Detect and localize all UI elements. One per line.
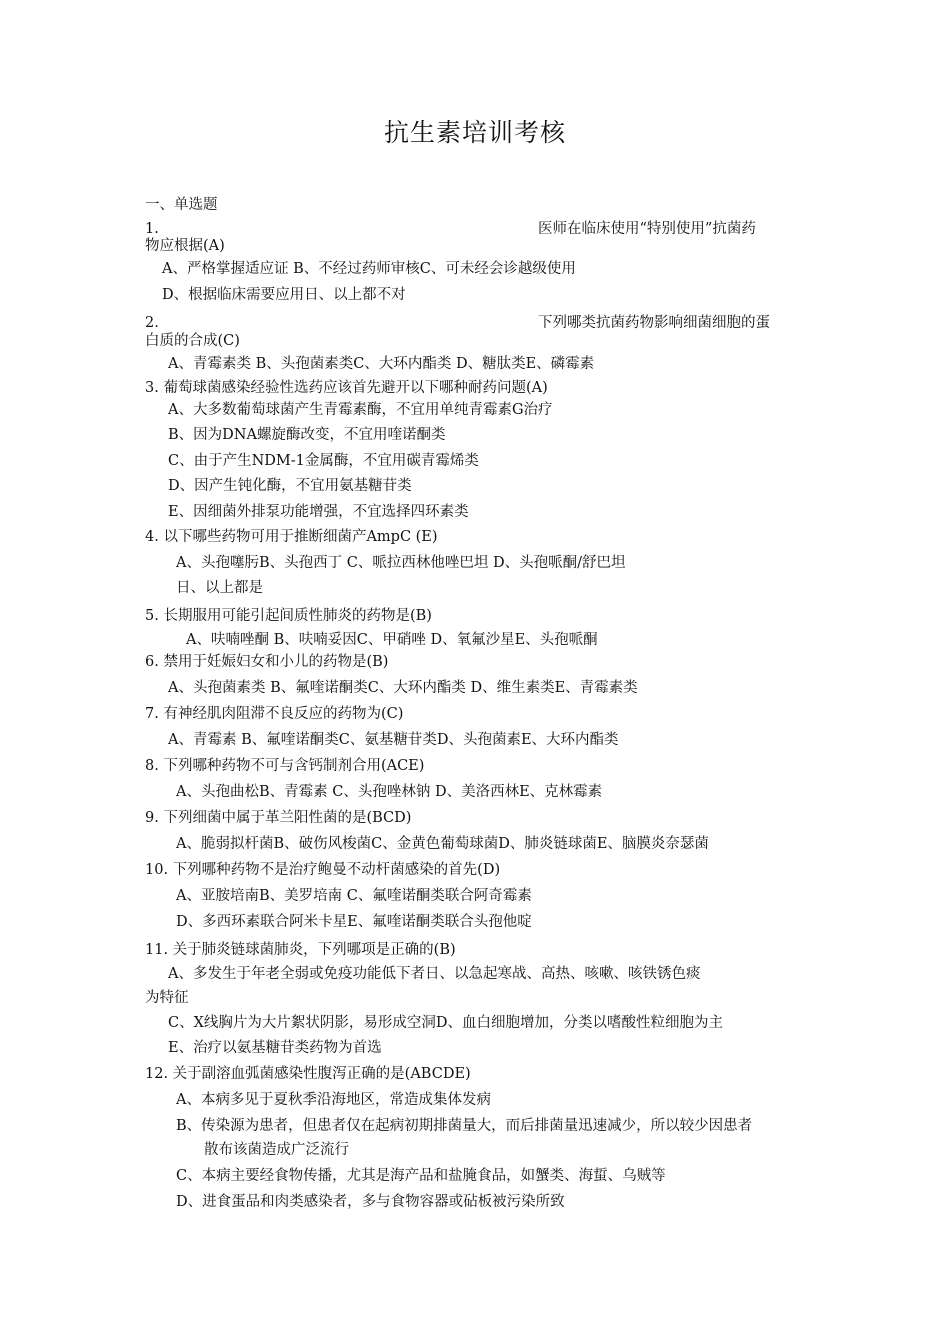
question-text: 白质的合成(C) <box>145 333 240 349</box>
answer-options: A、亚胺培南B、美罗培南 C、氟喹诺酮类联合阿奇霉素 <box>176 888 532 904</box>
section-heading: 一、单选题 <box>145 197 218 213</box>
answer-options: C、由于产生NDM-1金属酶，不宜用碳青霉烯类 <box>168 453 479 469</box>
question-text: 3. 葡萄球菌感染经验性选药应该首先避开以下哪种耐药问题(A) <box>145 380 548 396</box>
question-text: 下列哪类抗菌药物影响细菌细胞的蛋 <box>538 315 770 331</box>
question-text: 医师在临床使用“特别使用”抗菌药 <box>538 221 756 237</box>
answer-options: B、因为DNA螺旋酶改变，不宜用喹诺酮类 <box>168 427 446 443</box>
answer-options: B、传染源为患者，但患者仅在起病初期排菌量大，而后排菌量迅速减少，所以较少因患者 <box>176 1118 753 1134</box>
answer-options: A、本病多见于夏秋季沿海地区，常造成集体发病 <box>176 1092 491 1108</box>
answer-options: A、脆弱拟杆菌B、破伤风梭菌C、金黄色葡萄球菌D、肺炎链球菌E、脑膜炎奈瑟菌 <box>176 836 709 852</box>
question-text: 11. 关于肺炎链球菌肺炎，下列哪项是正确的(B) <box>145 942 456 958</box>
answer-options: E、治疗以氨基糖苷类药物为首选 <box>168 1040 382 1056</box>
question-text: 物应根据(A) <box>145 238 225 254</box>
question-text: 8. 下列哪种药物不可与含钙制剂合用(ACE) <box>145 758 425 774</box>
answer-options: A、头孢菌素类 B、氟喹诺酮类C、大环内酯类 D、维生素类E、青霉素类 <box>168 680 638 696</box>
question-text: 9. 下列细菌中属于革兰阳性菌的是(BCD) <box>145 810 412 826</box>
answer-options: C、X线胸片为大片絮状阴影，易形成空洞D、血白细胞增加，分类以嗜酸性粒细胞为主 <box>168 1015 724 1031</box>
answer-options: A、呋喃唑酮 B、呋喃妥因C、甲硝唑 D、氧氟沙星E、头孢哌酮 <box>186 632 598 648</box>
answer-options: 散布该菌造成广泛流行 <box>204 1142 349 1158</box>
question-text: 4. 以下哪些药物可用于推断细菌产AmpC (E) <box>145 529 438 545</box>
answer-options: 日、以上都是 <box>176 580 263 596</box>
answer-options: A、头孢曲松B、青霉素 C、头孢唑林钠 D、美洛西林E、克林霉素 <box>176 784 603 800</box>
answer-options: 为特征 <box>145 990 189 1006</box>
answer-options: A、头孢噻肟B、头孢西丁 C、哌拉西林他唑巴坦 D、头孢哌酮/舒巴坦 <box>176 555 626 571</box>
answer-options: D、因产生钝化酶，不宜用氨基糖苷类 <box>168 478 412 494</box>
answer-options: C、本病主要经食物传播，尤其是海产品和盐腌食品，如蟹类、海蜇、乌贼等 <box>176 1168 666 1184</box>
answer-options: D、进食蛋品和肉类感染者，多与食物容器或砧板被污染所致 <box>176 1194 565 1210</box>
answer-options: A、青霉素 B、氟喹诺酮类C、氨基糖苷类D、头孢菌素E、大环内酯类 <box>168 732 619 748</box>
question-number: 1. <box>145 221 159 237</box>
answer-options: A、严格掌握适应证 B、不经过药师审核C、可未经会诊越级使用 <box>162 261 576 277</box>
question-text: 7. 有神经肌肉阻滞不良反应的药物为(C) <box>145 706 404 722</box>
question-text: 10. 下列哪种药物不是治疗鲍曼不动杆菌感染的首先(D) <box>145 862 501 878</box>
answer-options: E、因细菌外排泵功能增强，不宜选择四环素类 <box>168 504 469 520</box>
answer-options: A、多发生于年老全弱或免疫功能低下者日、以急起寒战、高热、咳嗽、咳铁锈色痰 <box>168 966 701 982</box>
answer-options: A、大多数葡萄球菌产生青霉素酶，不宜用单纯青霉素G治疗 <box>168 402 553 418</box>
answer-options: D、多西环素联合阿米卡星E、氟喹诺酮类联合头孢他啶 <box>176 914 532 930</box>
question-text: 12. 关于副溶血弧菌感染性腹泻正确的是(ABCDE) <box>145 1066 471 1082</box>
question-text: 5. 长期服用可能引起间质性肺炎的药物是(B) <box>145 608 432 624</box>
answer-options: A、青霉素类 B、头孢菌素类C、大环内酯类 D、糖肽类E、磷霉素 <box>168 356 595 372</box>
question-number: 2. <box>145 315 159 331</box>
answer-options: D、根据临床需要应用日、以上都不对 <box>162 287 406 303</box>
question-text: 6. 禁用于妊娠妇女和小儿的药物是(B) <box>145 654 389 670</box>
document-title: 抗生素培训考核 <box>383 118 566 147</box>
